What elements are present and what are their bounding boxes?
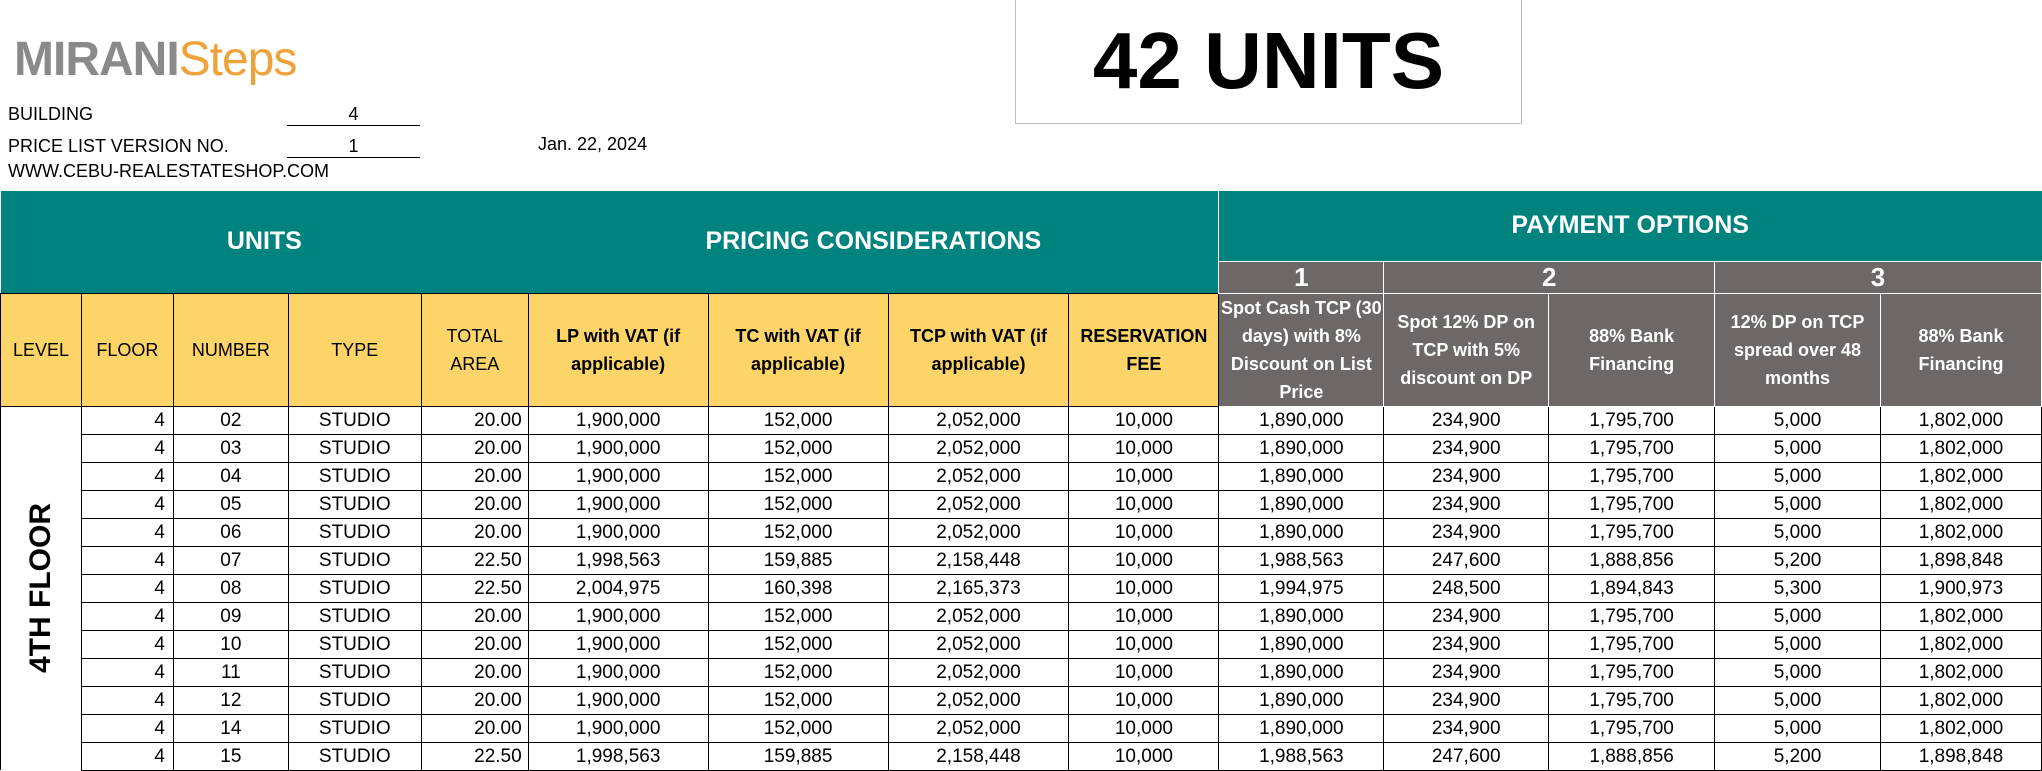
cell-total-area: 22.50	[421, 742, 528, 770]
cell-dp-48-months: 5,200	[1715, 742, 1881, 770]
cell-tcp-with-vat: 2,052,000	[888, 490, 1069, 518]
col-header-level: LEVEL	[1, 293, 82, 406]
cell-tcp-with-vat: 2,158,448	[888, 742, 1069, 770]
cell-bank-financing-2: 1,795,700	[1549, 686, 1715, 714]
logo	[14, 30, 296, 90]
cell-tc-with-vat: 152,000	[708, 462, 888, 490]
cell-lp-with-vat: 1,900,000	[528, 490, 708, 518]
cell-dp-48-months: 5,300	[1715, 574, 1881, 602]
cell-spot-dp: 248,500	[1384, 574, 1549, 602]
cell-tcp-with-vat: 2,052,000	[888, 462, 1069, 490]
cell-spot-dp: 234,900	[1384, 658, 1549, 686]
cell-bank-financing-3: 1,802,000	[1880, 462, 2041, 490]
cell-type: STUDIO	[288, 742, 421, 770]
col-header-bank-financing-3: 88% Bank Financing	[1880, 293, 2041, 406]
cell-type: STUDIO	[288, 490, 421, 518]
cell-reservation-fee: 10,000	[1069, 462, 1219, 490]
cell-spot-cash: 1,890,000	[1219, 434, 1384, 462]
cell-bank-financing-2: 1,795,700	[1549, 490, 1715, 518]
cell-number: 04	[173, 462, 288, 490]
price-list-rows	[1, 406, 2042, 770]
cell-number: 11	[173, 658, 288, 686]
cell-lp-with-vat: 1,900,000	[528, 406, 708, 434]
cell-lp-with-vat: 1,900,000	[528, 714, 708, 742]
cell-tc-with-vat: 159,885	[708, 742, 888, 770]
cell-tcp-with-vat: 2,165,373	[888, 574, 1069, 602]
cell-number: 15	[173, 742, 288, 770]
cell-total-area: 20.00	[421, 658, 528, 686]
cell-number: 03	[173, 434, 288, 462]
cell-dp-48-months: 5,000	[1715, 462, 1881, 490]
table-row	[1, 434, 2042, 462]
cell-tcp-with-vat: 2,052,000	[888, 518, 1069, 546]
cell-spot-cash: 1,890,000	[1219, 686, 1384, 714]
cell-bank-financing-2: 1,795,700	[1549, 434, 1715, 462]
cell-reservation-fee: 10,000	[1069, 490, 1219, 518]
col-header-lp-with-vat: LP with VAT (if applicable)	[528, 293, 708, 406]
table-row	[1, 686, 2042, 714]
cell-bank-financing-3: 1,802,000	[1880, 490, 2041, 518]
cell-reservation-fee: 10,000	[1069, 714, 1219, 742]
cell-type: STUDIO	[288, 434, 421, 462]
cell-dp-48-months: 5,000	[1715, 406, 1881, 434]
cell-total-area: 20.00	[421, 490, 528, 518]
cell-spot-cash: 1,988,563	[1219, 742, 1384, 770]
version-value: 1	[287, 136, 420, 158]
cell-dp-48-months: 5,000	[1715, 630, 1881, 658]
cell-tcp-with-vat: 2,052,000	[888, 714, 1069, 742]
cell-spot-dp: 234,900	[1384, 434, 1549, 462]
cell-floor: 4	[81, 462, 173, 490]
cell-bank-financing-2: 1,795,700	[1549, 406, 1715, 434]
cell-floor: 4	[81, 686, 173, 714]
cell-spot-cash: 1,890,000	[1219, 602, 1384, 630]
cell-tcp-with-vat: 2,158,448	[888, 546, 1069, 574]
table-row	[1, 462, 2042, 490]
cell-type: STUDIO	[288, 462, 421, 490]
website-label: WWW.CEBU-REALESTATESHOP.COM	[8, 161, 330, 181]
cell-bank-financing-2: 1,894,843	[1549, 574, 1715, 602]
level-label: 4TH FLOOR	[23, 503, 57, 674]
cell-total-area: 20.00	[421, 602, 528, 630]
cell-reservation-fee: 10,000	[1069, 406, 1219, 434]
cell-total-area: 20.00	[421, 406, 528, 434]
cell-lp-with-vat: 1,998,563	[528, 546, 708, 574]
table-row	[1, 630, 2042, 658]
cell-spot-dp: 234,900	[1384, 630, 1549, 658]
cell-number: 08	[173, 574, 288, 602]
cell-tcp-with-vat: 2,052,000	[888, 602, 1069, 630]
pricing-group-header: PRICING CONSIDERATIONS	[528, 191, 1219, 293]
cell-lp-with-vat: 1,900,000	[528, 686, 708, 714]
cell-floor: 4	[81, 602, 173, 630]
logo-text-mirani: MIRANI	[14, 33, 179, 86]
cell-floor: 4	[81, 658, 173, 686]
cell-tc-with-vat: 152,000	[708, 714, 888, 742]
cell-lp-with-vat: 2,004,975	[528, 574, 708, 602]
cell-spot-dp: 234,900	[1384, 518, 1549, 546]
cell-spot-dp: 234,900	[1384, 462, 1549, 490]
cell-tc-with-vat: 152,000	[708, 658, 888, 686]
cell-type: STUDIO	[288, 546, 421, 574]
cell-bank-financing-2: 1,795,700	[1549, 658, 1715, 686]
cell-tcp-with-vat: 2,052,000	[888, 686, 1069, 714]
cell-type: STUDIO	[288, 518, 421, 546]
price-list-date: Jan. 22, 2024	[538, 134, 648, 154]
cell-lp-with-vat: 1,900,000	[528, 462, 708, 490]
cell-lp-with-vat: 1,900,000	[528, 602, 708, 630]
cell-type: STUDIO	[288, 406, 421, 434]
cell-bank-financing-3: 1,898,848	[1880, 546, 2041, 574]
cell-spot-cash: 1,890,000	[1219, 462, 1384, 490]
cell-bank-financing-2: 1,795,700	[1549, 630, 1715, 658]
logo-text-steps: Steps	[178, 33, 297, 86]
cell-number: 14	[173, 714, 288, 742]
cell-spot-cash: 1,994,975	[1219, 574, 1384, 602]
cell-floor: 4	[81, 546, 173, 574]
cell-bank-financing-3: 1,900,973	[1880, 574, 2041, 602]
cell-tc-with-vat: 159,885	[708, 546, 888, 574]
cell-tcp-with-vat: 2,052,000	[888, 406, 1069, 434]
col-header-type: TYPE	[288, 293, 421, 406]
cell-spot-dp: 234,900	[1384, 490, 1549, 518]
cell-type: STUDIO	[288, 714, 421, 742]
cell-spot-dp: 234,900	[1384, 406, 1549, 434]
cell-total-area: 22.50	[421, 546, 528, 574]
cell-spot-cash: 1,890,000	[1219, 490, 1384, 518]
cell-tc-with-vat: 152,000	[708, 686, 888, 714]
cell-spot-dp: 234,900	[1384, 686, 1549, 714]
cell-lp-with-vat: 1,998,563	[528, 742, 708, 770]
cell-bank-financing-3: 1,802,000	[1880, 518, 2041, 546]
cell-total-area: 20.00	[421, 686, 528, 714]
cell-spot-cash: 1,988,563	[1219, 546, 1384, 574]
cell-reservation-fee: 10,000	[1069, 546, 1219, 574]
level-cell	[1, 406, 82, 770]
cell-spot-dp: 247,600	[1384, 742, 1549, 770]
table-row	[1, 658, 2042, 686]
cell-tcp-with-vat: 2,052,000	[888, 630, 1069, 658]
cell-bank-financing-3: 1,802,000	[1880, 686, 2041, 714]
building-label: BUILDING	[8, 104, 94, 124]
cell-reservation-fee: 10,000	[1069, 742, 1219, 770]
cell-reservation-fee: 10,000	[1069, 434, 1219, 462]
cell-bank-financing-3: 1,898,848	[1880, 742, 2041, 770]
version-label: PRICE LIST VERSION NO.	[8, 136, 229, 156]
cell-tcp-with-vat: 2,052,000	[888, 658, 1069, 686]
cell-reservation-fee: 10,000	[1069, 518, 1219, 546]
cell-lp-with-vat: 1,900,000	[528, 434, 708, 462]
cell-tc-with-vat: 152,000	[708, 490, 888, 518]
units-count-title: 42 UNITS	[1015, 0, 1522, 124]
cell-spot-cash: 1,890,000	[1219, 658, 1384, 686]
col-header-floor: FLOOR	[81, 293, 173, 406]
payment-options-header: PAYMENT OPTIONS	[1219, 191, 2042, 261]
cell-dp-48-months: 5,000	[1715, 602, 1881, 630]
cell-type: STUDIO	[288, 686, 421, 714]
units-group-header: UNITS	[1, 191, 529, 293]
cell-spot-cash: 1,890,000	[1219, 714, 1384, 742]
col-header-dp-48-months: 12% DP on TCP spread over 48 months	[1715, 293, 1881, 406]
cell-spot-cash: 1,890,000	[1219, 406, 1384, 434]
cell-dp-48-months: 5,000	[1715, 518, 1881, 546]
cell-dp-48-months: 5,000	[1715, 714, 1881, 742]
cell-bank-financing-2: 1,795,700	[1549, 462, 1715, 490]
cell-total-area: 20.00	[421, 462, 528, 490]
cell-tc-with-vat: 152,000	[708, 434, 888, 462]
cell-bank-financing-3: 1,802,000	[1880, 434, 2041, 462]
cell-type: STUDIO	[288, 602, 421, 630]
cell-floor: 4	[81, 630, 173, 658]
cell-reservation-fee: 10,000	[1069, 630, 1219, 658]
cell-dp-48-months: 5,000	[1715, 434, 1881, 462]
cell-number: 12	[173, 686, 288, 714]
cell-type: STUDIO	[288, 574, 421, 602]
cell-number: 06	[173, 518, 288, 546]
cell-tc-with-vat: 152,000	[708, 518, 888, 546]
cell-floor: 4	[81, 490, 173, 518]
table-row	[1, 742, 2042, 770]
col-header-spot-cash: Spot Cash TCP (30 days) with 8% Discount on List Price	[1219, 293, 1384, 406]
cell-total-area: 20.00	[421, 434, 528, 462]
cell-type: STUDIO	[288, 630, 421, 658]
cell-tc-with-vat: 152,000	[708, 406, 888, 434]
cell-tc-with-vat: 152,000	[708, 630, 888, 658]
table-row	[1, 602, 2042, 630]
cell-number: 10	[173, 630, 288, 658]
cell-bank-financing-3: 1,802,000	[1880, 602, 2041, 630]
col-header-tc-with-vat: TC with VAT (if applicable)	[708, 293, 888, 406]
cell-bank-financing-3: 1,802,000	[1880, 406, 2041, 434]
cell-bank-financing-3: 1,802,000	[1880, 658, 2041, 686]
cell-reservation-fee: 10,000	[1069, 574, 1219, 602]
cell-reservation-fee: 10,000	[1069, 686, 1219, 714]
cell-total-area: 20.00	[421, 714, 528, 742]
building-value: 4	[287, 104, 420, 126]
cell-tc-with-vat: 160,398	[708, 574, 888, 602]
cell-number: 07	[173, 546, 288, 574]
cell-reservation-fee: 10,000	[1069, 602, 1219, 630]
cell-bank-financing-2: 1,795,700	[1549, 714, 1715, 742]
cell-number: 02	[173, 406, 288, 434]
payment-option-3: 3	[1715, 261, 2042, 293]
cell-bank-financing-3: 1,802,000	[1880, 630, 2041, 658]
cell-lp-with-vat: 1,900,000	[528, 658, 708, 686]
cell-dp-48-months: 5,000	[1715, 686, 1881, 714]
cell-dp-48-months: 5,000	[1715, 490, 1881, 518]
cell-total-area: 22.50	[421, 574, 528, 602]
cell-spot-cash: 1,890,000	[1219, 630, 1384, 658]
cell-spot-dp: 234,900	[1384, 602, 1549, 630]
payment-option-1: 1	[1219, 261, 1384, 293]
cell-floor: 4	[81, 714, 173, 742]
col-header-number: NUMBER	[173, 293, 288, 406]
table-row	[1, 714, 2042, 742]
cell-dp-48-months: 5,000	[1715, 658, 1881, 686]
table-row	[1, 406, 2042, 434]
cell-total-area: 20.00	[421, 518, 528, 546]
cell-lp-with-vat: 1,900,000	[528, 630, 708, 658]
cell-total-area: 20.00	[421, 630, 528, 658]
table-row	[1, 574, 2042, 602]
cell-spot-cash: 1,890,000	[1219, 518, 1384, 546]
col-header-bank-financing-2: 88% Bank Financing	[1549, 293, 1715, 406]
cell-tcp-with-vat: 2,052,000	[888, 434, 1069, 462]
col-header-total-area: TOTAL AREA	[421, 293, 528, 406]
cell-bank-financing-2: 1,795,700	[1549, 602, 1715, 630]
cell-bank-financing-3: 1,802,000	[1880, 714, 2041, 742]
table-row	[1, 518, 2042, 546]
cell-dp-48-months: 5,200	[1715, 546, 1881, 574]
cell-bank-financing-2: 1,888,856	[1549, 546, 1715, 574]
cell-type: STUDIO	[288, 658, 421, 686]
cell-spot-dp: 247,600	[1384, 546, 1549, 574]
col-header-reservation-fee: RESERVATION FEE	[1069, 293, 1219, 406]
price-list-table	[0, 191, 2042, 771]
table-row	[1, 546, 2042, 574]
cell-floor: 4	[81, 574, 173, 602]
cell-floor: 4	[81, 406, 173, 434]
payment-option-2: 2	[1384, 261, 1715, 293]
cell-bank-financing-2: 1,795,700	[1549, 518, 1715, 546]
cell-reservation-fee: 10,000	[1069, 658, 1219, 686]
cell-tc-with-vat: 152,000	[708, 602, 888, 630]
cell-number: 09	[173, 602, 288, 630]
cell-floor: 4	[81, 434, 173, 462]
cell-floor: 4	[81, 518, 173, 546]
col-header-spot-dp: Spot 12% DP on TCP with 5% discount on DP	[1384, 293, 1549, 406]
cell-floor: 4	[81, 742, 173, 770]
cell-number: 05	[173, 490, 288, 518]
cell-lp-with-vat: 1,900,000	[528, 518, 708, 546]
cell-bank-financing-2: 1,888,856	[1549, 742, 1715, 770]
table-row	[1, 490, 2042, 518]
cell-spot-dp: 234,900	[1384, 714, 1549, 742]
col-header-tcp-with-vat: TCP with VAT (if applicable)	[888, 293, 1069, 406]
